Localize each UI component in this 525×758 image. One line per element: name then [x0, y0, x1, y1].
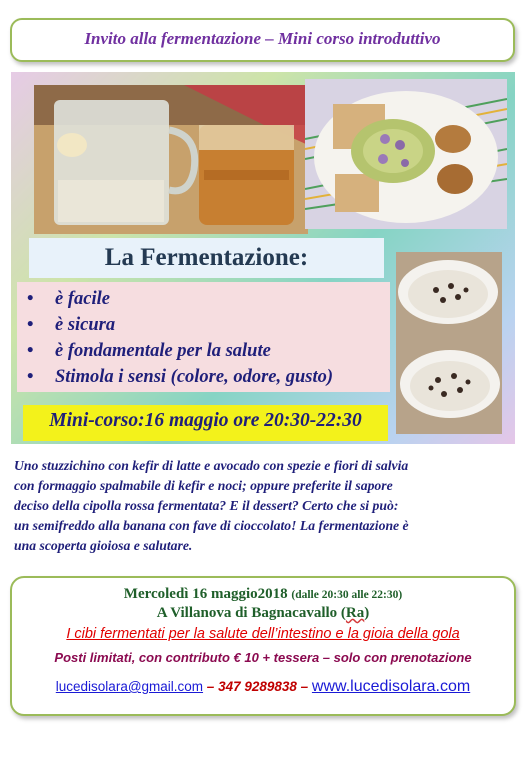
separator: – [296, 679, 312, 694]
paragraph-line: deciso della cipolla rossa fermentata? E il dessert? Certo che si può: [14, 498, 399, 513]
bullet-text: è sicura [55, 315, 116, 335]
event-info-box [10, 576, 516, 716]
event-time: (dalle 20:30 alle 22:30) [291, 589, 403, 601]
bowls-photo [396, 252, 502, 434]
poster-heading: La Fermentazione: [104, 244, 309, 271]
bullet-icon: • [27, 341, 34, 361]
separator: – [203, 679, 219, 694]
course-dates: Mini-corso:16 maggio ore 20:30-22:30 [49, 410, 362, 431]
event-date-line [12, 586, 514, 603]
course-box [23, 405, 388, 441]
bullet-text: è facile [55, 289, 110, 309]
bullet-icon: • [27, 367, 34, 387]
paragraph-line: con formaggio spalmabile di kefir e noci; oppure preferite il sapore [14, 478, 393, 493]
event-date: Mercoledì 16 maggio2018 [123, 586, 288, 602]
bullet-list [17, 282, 390, 390]
bullet-text: è fondamentale per la salute [55, 341, 271, 361]
poster-banner [11, 72, 515, 444]
page-title: Invito alla fermentazione – Mini corso introduttivo [84, 29, 441, 48]
event-place [12, 605, 514, 622]
plate-photo [305, 79, 507, 229]
list-item [27, 338, 390, 364]
paragraph-line: Uno stuzzichino con kefir di latte e avocado con spezie e fiori di salvia [14, 458, 409, 473]
paragraph-line: una scoperta gioiosa e salutare. [14, 538, 193, 553]
bullet-text: Stimola i sensi (colore, odore, gusto) [55, 367, 334, 387]
title-box [10, 18, 515, 62]
list-item [27, 286, 390, 312]
jars-photo [34, 85, 308, 234]
limits-note: Posti limitati, con contributo € 10 + tessera – solo con prenotazione [54, 650, 472, 665]
phone-number: 347 9289838 [218, 679, 297, 694]
tagline: I cibi fermentati per la salute dell’intestino e la gioia della gola [66, 626, 460, 642]
contact-line [12, 678, 514, 696]
list-item [27, 312, 390, 338]
website-link[interactable]: www.lucedisolara.com [311, 678, 471, 695]
bullet-icon: • [27, 315, 34, 335]
bullet-icon: • [27, 289, 34, 309]
paragraph-line: un semifreddo alla banana con fave di cioccolato! La fermentazione è [14, 518, 409, 533]
heading-box [29, 238, 384, 278]
bullet-box [17, 282, 390, 392]
email-link[interactable]: lucedisolara@gmail.com [55, 679, 204, 694]
description-paragraph [14, 456, 510, 556]
place-abbr: Ra [345, 605, 365, 621]
place-suffix: ) [364, 605, 370, 621]
place-prefix: A Villanova di Bagnacavallo ( [156, 605, 346, 621]
list-item [27, 364, 390, 390]
